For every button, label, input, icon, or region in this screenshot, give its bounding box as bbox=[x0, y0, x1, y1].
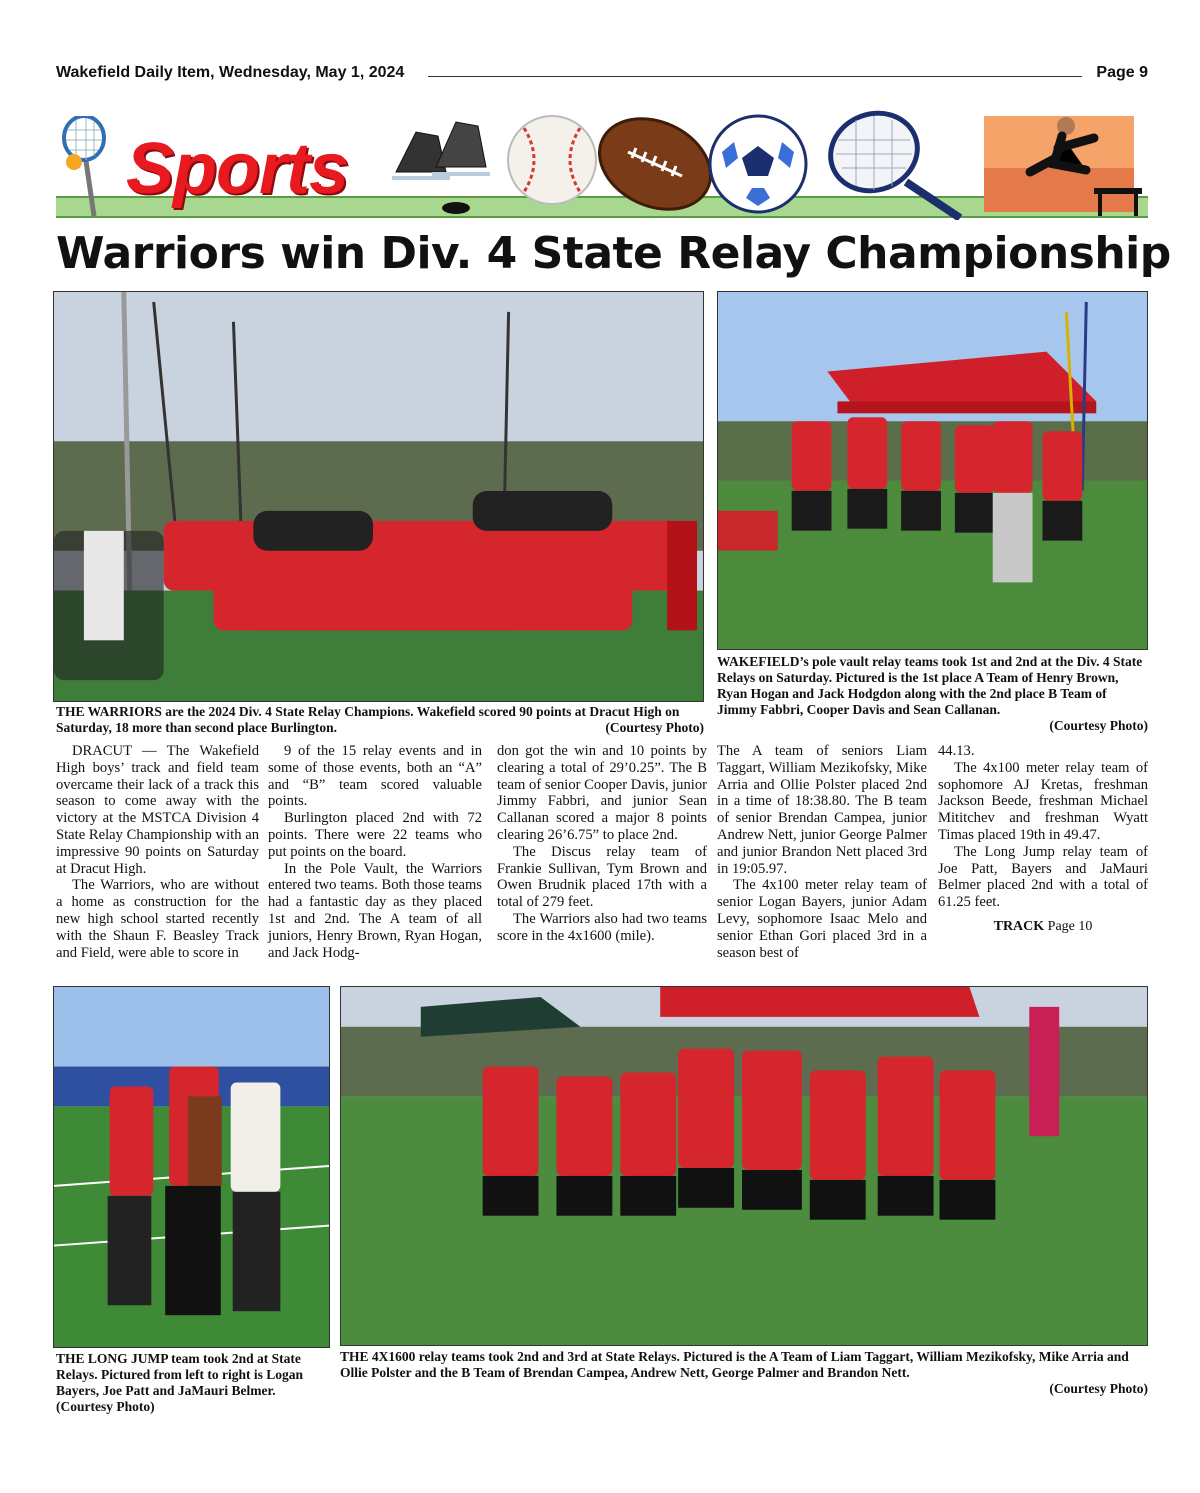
article-paragraph: The Warriors, who are without a home as construction for the new high school started recently with the Shaun F. Beasley Track and Field, were able to score in bbox=[56, 877, 259, 961]
long-jump-caption bbox=[56, 1351, 330, 1415]
continued-on bbox=[938, 919, 1148, 936]
relay-4x1600-caption bbox=[340, 1349, 1148, 1397]
long-jump-caption-text: THE LONG JUMP team took 2nd at State Relays. Pictured from left to right is Logan Bayers, Joe Patt and JaMauri Belmer. bbox=[56, 1351, 303, 1398]
article-column-2 bbox=[268, 743, 482, 961]
jump-label: TRACK bbox=[993, 918, 1045, 934]
pole-vault-photo bbox=[717, 291, 1148, 650]
article-paragraph: The Long Jump relay team of Joe Patt, Bayers and JaMauri Belmer placed 2nd with a total of 61.25 feet. bbox=[938, 843, 1148, 911]
sports-banner bbox=[56, 108, 1148, 224]
team-photo-credit: (Courtesy Photo) bbox=[605, 720, 704, 735]
team-photo-caption-text: THE WARRIORS are the 2024 Div. 4 State Relay Champions. Wakefield scored 90 points at Dracut High on Saturday, 18 more than second place Burlington. bbox=[56, 704, 680, 735]
team-photo bbox=[53, 291, 704, 702]
article-paragraph: DRACUT — The Wakefield High boys’ track and field team overcame their lack of a track this season to come away with the victory at the MSTCA Division 4 State Relay Championship with an impressive 90 points on Saturday at Dracut High. bbox=[56, 743, 259, 877]
article-paragraph: 44.13. bbox=[938, 743, 975, 759]
relay-4x1600-caption-text: THE 4X1600 relay teams took 2nd and 3rd at State Relays. Pictured is the A Team of Liam Taggart, William Mezikofsky, Mike Arria and Ollie Polster and the B Team of Brendan Campea, Andrew Nett, George Palmer and Brandon Nett. bbox=[340, 1349, 1129, 1380]
team-photo-caption bbox=[56, 704, 704, 736]
baseball-icon bbox=[504, 112, 600, 208]
article-paragraph: Burlington placed 2nd with 72 points. There were 22 teams who put points on the board. bbox=[268, 810, 482, 860]
lacrosse-stick-icon bbox=[56, 116, 126, 216]
article-column-1 bbox=[56, 743, 259, 961]
long-jump-credit: (Courtesy Photo) bbox=[56, 1399, 155, 1414]
football-icon bbox=[594, 108, 716, 220]
relay-4x1600-photo bbox=[340, 986, 1148, 1346]
article-paragraph: The Discus relay team of Frankie Sullivan, Tym Brown and Owen Brudnik placed 17th with a total of 279 feet. bbox=[497, 843, 707, 911]
page-number: Page 9 bbox=[1096, 64, 1148, 81]
article-paragraph: The 4x100 meter relay team of sophomore AJ Kretas, freshman Jackson Beede, freshman Michael Mititchev and freshman Wyatt Timas placed 19th in 49.47. bbox=[938, 759, 1148, 843]
pole-vault-caption bbox=[717, 654, 1148, 734]
tennis-racket-icon bbox=[816, 110, 966, 220]
long-jump-photo bbox=[53, 986, 330, 1348]
article-column-3 bbox=[497, 743, 707, 945]
article-column-4 bbox=[717, 743, 927, 961]
masthead bbox=[56, 64, 1148, 90]
jump-page: Page 10 bbox=[1047, 918, 1093, 934]
article-paragraph: 9 of the 15 relay events and in some of those events, both an “A” and “B” team scored valuable points. bbox=[268, 743, 482, 810]
pole-vault-caption-text: WAKEFIELD’s pole vault relay teams took 1st and 2nd at the Div. 4 State Relays on Saturday. Pictured is the 1st place A Team of Henry Brown, Ryan Hogan and Jack Hodgdon along with the 2nd place B Team of Jimmy Fabbri, Cooper Davis and Sean Callanan. bbox=[717, 654, 1143, 717]
article-paragraph: don got the win and 10 points by clearing a total of 29’0.25”. The B team of senior Cooper Davis, junior Jimmy Fabbri, and junior Sean Callanan scored a major 8 points clearing 26’6.75” to place 2nd. bbox=[497, 743, 707, 843]
article-paragraph: The 4x100 meter relay team of senior Logan Bayers, junior Adam Levy, sophomore Isaac Melo and senior Ethan Gori placed 3rd in a season best of bbox=[717, 877, 927, 961]
article-column-5 bbox=[938, 743, 1148, 936]
article-paragraph: In the Pole Vault, the Warriors entered two teams. Both those teams had a fantastic day as they placed 1st and 2nd. The A team of all juniors, Henry Brown, Ryan Hogan, and Jack Hodg- bbox=[268, 860, 482, 961]
hurdler-icon bbox=[974, 108, 1148, 218]
article-paragraph: The Warriors also had two teams score in the 4x1600 (mile). bbox=[497, 910, 707, 944]
pole-vault-credit: (Courtesy Photo) bbox=[1049, 718, 1148, 733]
publication-date: Wakefield Daily Item, Wednesday, May 1, 2024 bbox=[56, 64, 405, 81]
section-title: Sports bbox=[126, 129, 349, 209]
masthead-rule bbox=[428, 76, 1082, 77]
headline: Warriors win Div. 4 State Relay Championship bbox=[56, 228, 1171, 279]
relay-4x1600-credit: (Courtesy Photo) bbox=[1049, 1381, 1148, 1396]
soccer-ball-icon bbox=[706, 112, 810, 216]
article-paragraph: The A team of seniors Liam Taggart, William Mezikofsky, Mike Arria and Ollie Polster placed 2nd in a time of 18:38.80. The B team of senior Brendan Campea, junior Andrew Nett, junior George Palmer and junior Brandon Nett placed 3rd in 19:05.97. bbox=[717, 743, 927, 877]
hockey-skates-icon bbox=[386, 112, 496, 216]
